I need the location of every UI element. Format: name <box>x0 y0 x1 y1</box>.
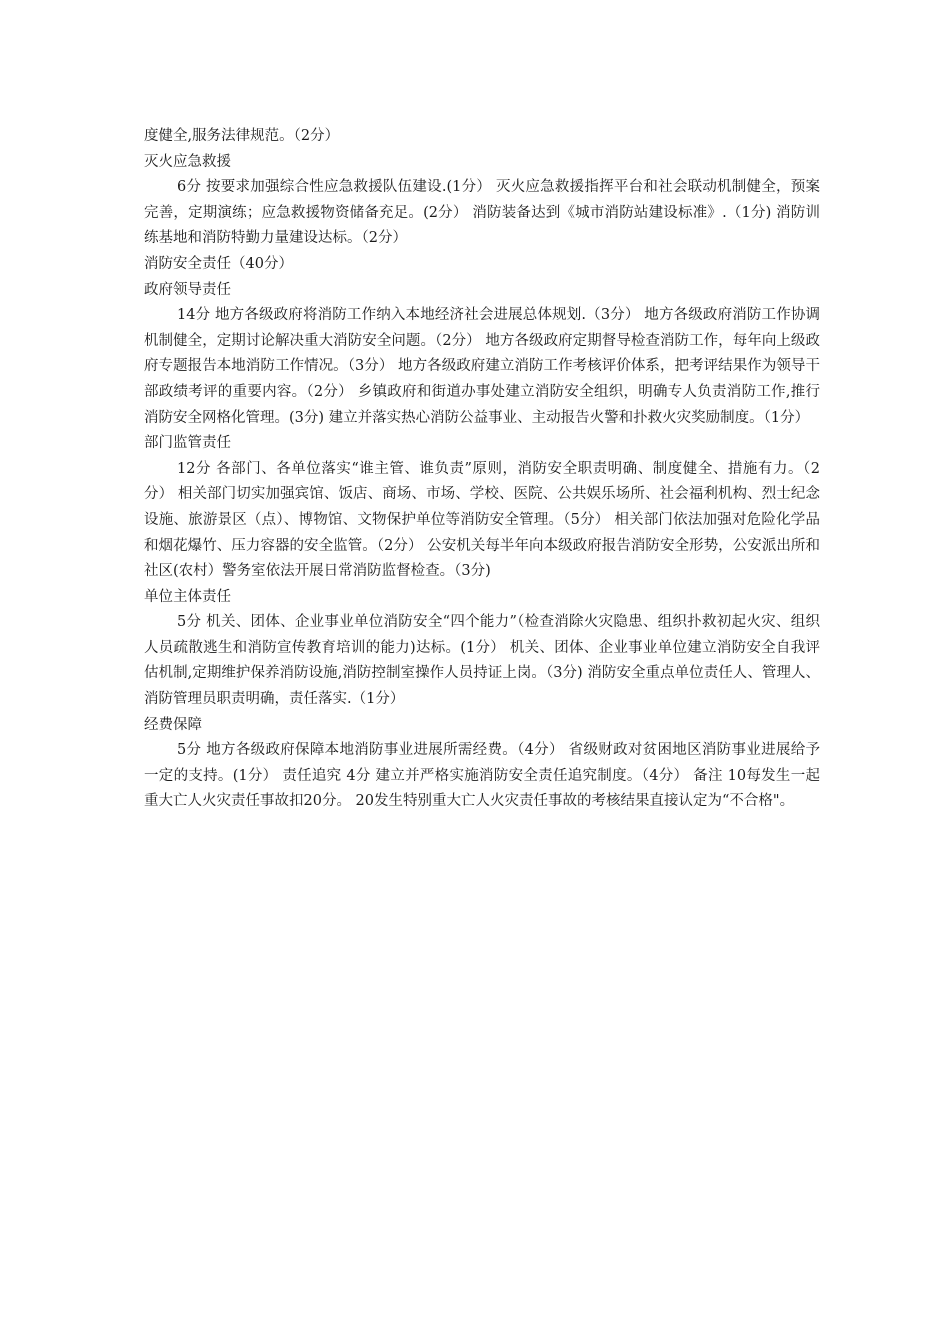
heading-government-leadership: 政府领导责任 <box>144 281 231 298</box>
para-funding: 5分 地方各级政府保障本地消防事业进展所需经费。（4分） 省级财政对贫困地区消防事业进展给予一定的支持。(1分） 责任追究 4分 建立并严格实施消防安全责任追究制度。（4分） 备注 10每发生一起重大亡人火灾责任事故扣20分。 20发生特别重大亡人火灾责任事故的考核结果直接认定为“不合格"。 <box>144 742 820 810</box>
heading-fire-rescue: 灭火应急救援 <box>144 153 231 170</box>
heading-department-supervision: 部门监管责任 <box>144 435 231 452</box>
para-unit-responsibility: 5分 机关、团体、企业事业单位消防安全“四个能力”（检查消除火灾隐患、组织扑救初起火灾、组织人员疏散逃生和消防宣传教育培训的能力)达标。(1分） 机关、团体、企业事业单位建立消防安全自我评估机制,定期维护保养消防设施,消防控制室操作人员持证上岗。（3分) 消防安全重点单位责任人、管理人、消防管理员职责明确，责任落实.（1分） <box>144 614 820 708</box>
heading-unit-responsibility: 单位主体责任 <box>144 588 231 605</box>
heading-funding: 经费保障 <box>144 716 202 733</box>
para-department-supervision: 12分 各部门、各单位落实“谁主管、谁负责”原则，消防安全职责明确、制度健全、措施有力。（2分） 相关部门切实加强宾馆、饭店、商场、市场、学校、医院、公共娱乐场所、社会福利机构、烈士纪念设施、旅游景区（点）、博物馆、文物保护单位等消防安全管理。（5分） 相关部门依法加强对危险化学品和烟花爆竹、压力容器的安全监管。（2分） 公安机关每半年向本级政府报告消防安全形势，公安派出所和社区(农村）警务室依法开展日常消防监督检查。（3分) <box>144 460 820 580</box>
para-government-leadership: 14分 地方各级政府将消防工作纳入本地经济社会进展总体规划.（3分） 地方各级政府消防工作协调机制健全，定期讨论解决重大消防安全问题。（2分） 地方各级政府定期督导检查消防工作，每年向上级政府专题报告本地消防工作情况。（3分） 地方各级政府建立消防工作考核评价体系，把考评结果作为领导干部政绩考评的重要内容。（2分） 乡镇政府和街道办事处建立消防安全组织，明确专人负责消防工作,推行消防安全网格化管理。(3分) 建立并落实热心消防公益事业、主动报告火警和扑救火灾奖励制度。（1分） <box>144 307 820 426</box>
para-fire-rescue: 6分 按要求加强综合性应急救援队伍建设.(1分） 灭火应急救援指挥平台和社会联动机制健全，预案完善，定期演练；应急救援物资储备充足。(2分） 消防装备达到《城市消防站建设标准》.（1分) 消防训练基地和消防特勤力量建设达标。（2分） <box>144 179 820 247</box>
continuation-text: 度健全,服务法律规范。（2分） <box>144 128 340 144</box>
document-page <box>144 124 820 815</box>
heading-fire-safety-responsibility: 消防安全责任（40分） <box>144 255 293 272</box>
